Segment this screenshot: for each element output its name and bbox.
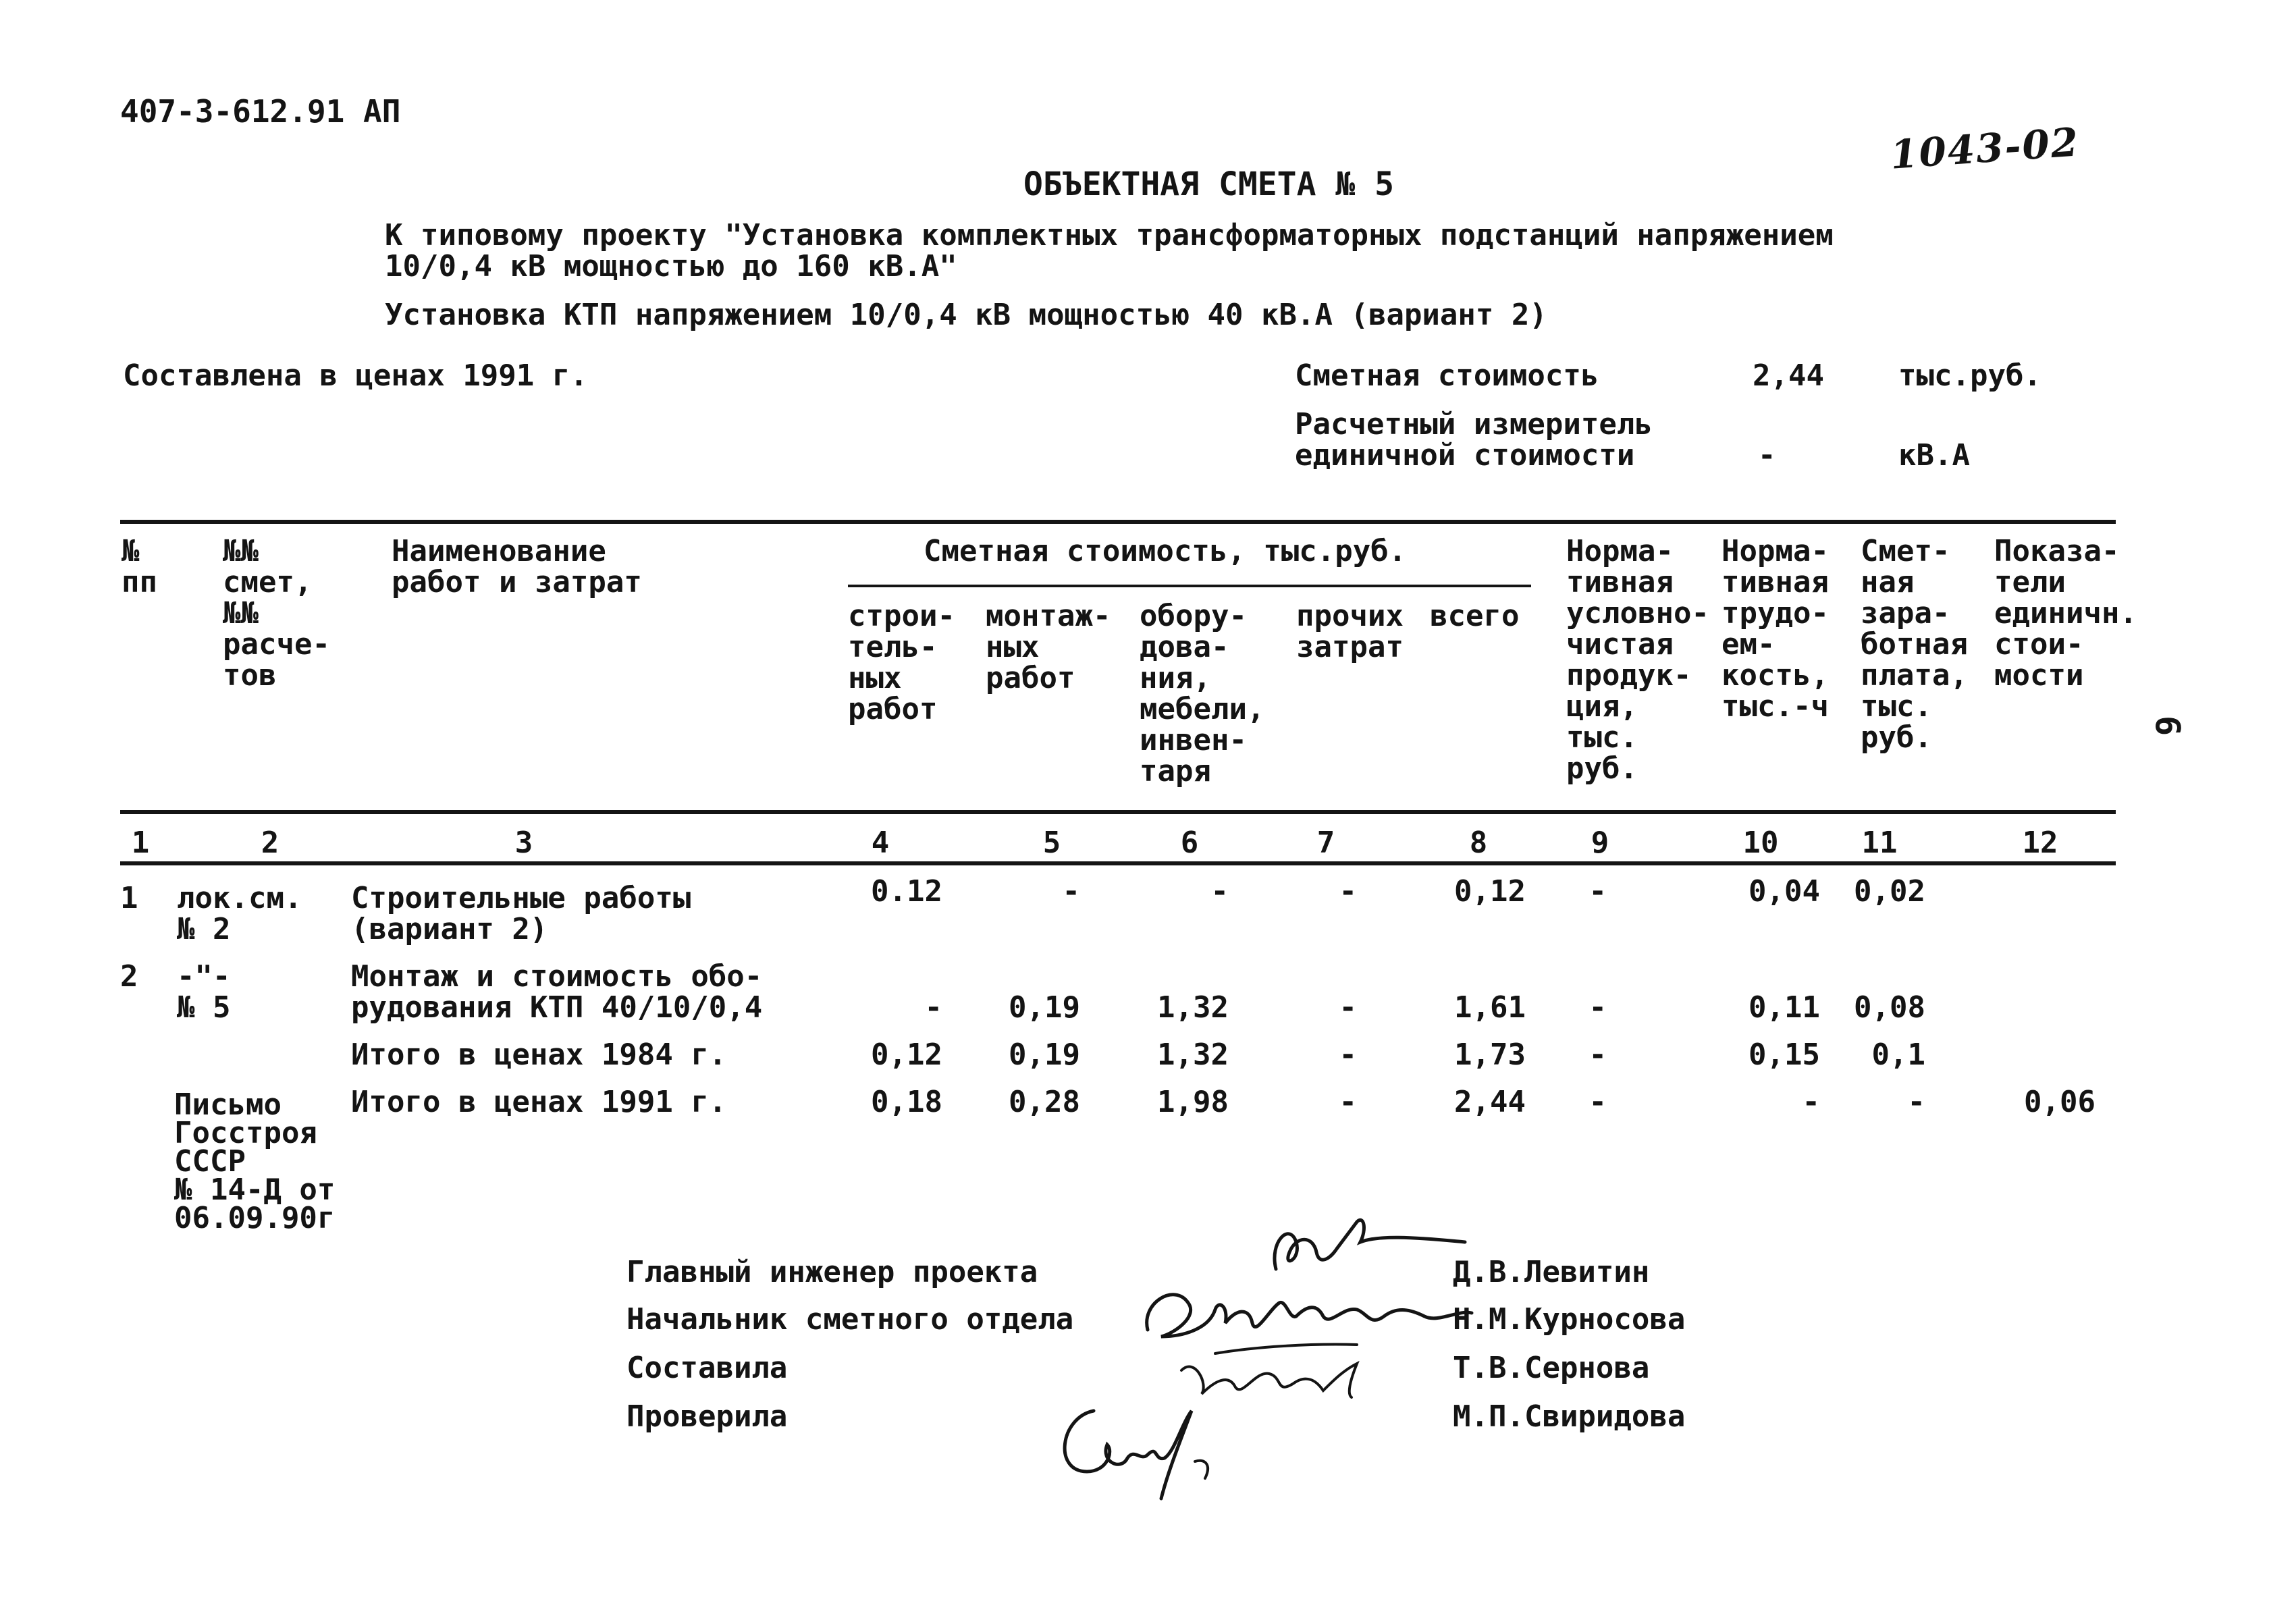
header-col-2: №№ смет, №№ расче- тов [223,534,330,693]
total-1984-col-11: 0,1 [1871,1038,1925,1072]
col-number-8: 8 [1469,826,1488,860]
signature-compiler [1175,1343,1377,1404]
signature-role-3: Составила [626,1351,788,1385]
estimate-cost-label: Сметная стоимость [1295,358,1599,393]
col-number-12: 12 [2022,826,2058,860]
total-1991-col-9: - [1588,1085,1607,1119]
col-number-6: 6 [1180,826,1199,860]
header-col-7: прочих затрат [1296,599,1404,664]
subtitle-line-2: 10/0,4 кВ мощностью до 160 кВ.А" [385,249,957,284]
row-1-ref: лок.см. № 2 [177,881,302,946]
header-col-5: монтаж- ных работ [986,599,1111,695]
total-1991-col-7: - [1339,1085,1357,1119]
total-1991-col-11: - [1907,1085,1925,1119]
signature-role-2: Начальник сметного отдела [626,1302,1074,1337]
col-number-2: 2 [261,826,279,860]
col-number-9: 9 [1591,826,1609,860]
meter-label-line-1: Расчетный измеритель [1295,407,1653,441]
prices-note: Составлена в ценах 1991 г. [123,358,588,393]
col-number-10: 10 [1742,826,1779,860]
row-1-col-9: - [1588,874,1607,909]
total-1984-col-10: 0,15 [1748,1038,1820,1072]
total-1991-col-8: 2,44 [1454,1085,1526,1119]
row-1-col-8: 0,12 [1454,874,1526,909]
total-1984-col-6: 1,32 [1157,1038,1229,1072]
header-col-9: Норма- тивная условно- чистая продук- ция, тыс. руб. [1566,534,1709,786]
signature-name-1: Д.В.Левитин [1453,1255,1650,1289]
estimate-cost-value: 2,44 [1753,358,1824,393]
row-1-col-10: 0,04 [1748,874,1820,909]
group-header-rule [848,585,1531,587]
total-1991-col-4: 0,18 [871,1085,942,1119]
signature-name-3: Т.В.Сернова [1453,1351,1650,1385]
row-1-col-11: 0,02 [1854,874,1925,909]
row-2-col-5: 0,19 [1009,990,1080,1025]
header-col-12: Показа- тели единичн. стои- мости [1994,534,2137,693]
signature-checker [1046,1397,1235,1512]
header-col-10: Норма- тивная трудо- ем- кость, тыс.-ч [1721,534,1829,724]
header-cost-group: Сметная стоимость, тыс.руб. [924,534,1407,568]
col-number-7: 7 [1316,826,1335,860]
header-col-4: строи- тель- ных работ [848,599,955,726]
subtitle-line-3: Установка КТП напряжением 10/0,4 кВ мощностью 40 кВ.А (вариант 2) [385,298,1547,332]
meter-value: - [1758,438,1776,473]
meter-unit: кВ.А [1898,438,1970,473]
row-2-col-7: - [1339,990,1357,1025]
col-number-11: 11 [1861,826,1898,860]
total-1984-col-5: 0,19 [1009,1038,1080,1072]
total-1984-col-7: - [1339,1038,1357,1072]
row-1-number: 1 [120,881,138,915]
total-1984-col-4: 0,12 [871,1038,942,1072]
handwritten-number: 1043-02 [1888,119,2081,178]
row-2-col-4: - [924,990,942,1025]
document-title: ОБЪЕКТНАЯ СМЕТА № 5 [1023,165,1395,203]
row-1-col-7: - [1339,874,1357,909]
total-1984-label: Итого в ценах 1984 г. [351,1038,727,1072]
row-2-col-8: 1,61 [1454,990,1526,1025]
meter-label-line-2: единичной стоимости [1295,438,1635,473]
document-code: 407-3-612.91 АП [120,93,401,130]
header-col-3: Наименование работ и затрат [392,534,642,599]
row-1-name: Строительные работы (вариант 2) [351,881,691,946]
row-1-col-4: 0.12 [871,874,942,909]
row-2-ref: -"- № 5 [177,959,231,1025]
row-2-number: 2 [120,959,138,994]
page-number: 6 [2148,715,2188,736]
table-top-rule [120,520,2116,524]
col-number-5: 5 [1042,826,1061,860]
total-1984-col-9: - [1588,1038,1607,1072]
signature-role-4: Проверила [626,1399,788,1434]
header-bottom-rule [120,810,2116,814]
total-1991-label: Итого в ценах 1991 г. [351,1085,727,1119]
header-col-8: всего [1430,599,1520,633]
row-2-col-6: 1,32 [1157,990,1229,1025]
column-numbers-rule [120,861,2116,865]
total-1984-col-8: 1,73 [1454,1038,1526,1072]
total-1991-col-10: - [1802,1085,1820,1119]
signature-role-1: Главный инженер проекта [626,1255,1038,1289]
col-number-4: 4 [871,826,890,860]
col-number-3: 3 [514,826,533,860]
total-1991-col-5: 0,28 [1009,1085,1080,1119]
row-2-col-10: 0,11 [1748,990,1820,1025]
header-col-11: Смет- ная зара- ботная плата, тыс. руб. [1861,534,1968,755]
signature-name-2: Н.М.Курносова [1453,1302,1686,1337]
header-col-6: обору- дова- ния, мебели, инвен- таря [1140,599,1265,788]
row-2-col-9: - [1588,990,1607,1025]
col-number-1: 1 [131,826,150,860]
gosstroy-letter-ref: Письмо Госстроя СССР № 14-Д от 06.09.90г [174,1087,336,1235]
estimate-cost-unit: тыс.руб. [1898,358,2041,393]
total-1991-col-6: 1,98 [1157,1085,1229,1119]
header-col-1: № пп [122,534,157,599]
row-2-col-11: 0,08 [1854,990,1925,1025]
row-2-name: Монтаж и стоимость обо- рудования КТП 40/10/0,4 [351,959,763,1025]
total-1991-col-12: 0,06 [2024,1085,2095,1119]
signature-name-4: М.П.Свиридова [1453,1399,1686,1434]
subtitle-line-1: К типовому проекту "Установка комплектных трансформаторных подстанций напряжением [385,218,1834,252]
row-1-col-5: - [1062,874,1080,909]
row-1-col-6: - [1210,874,1229,909]
